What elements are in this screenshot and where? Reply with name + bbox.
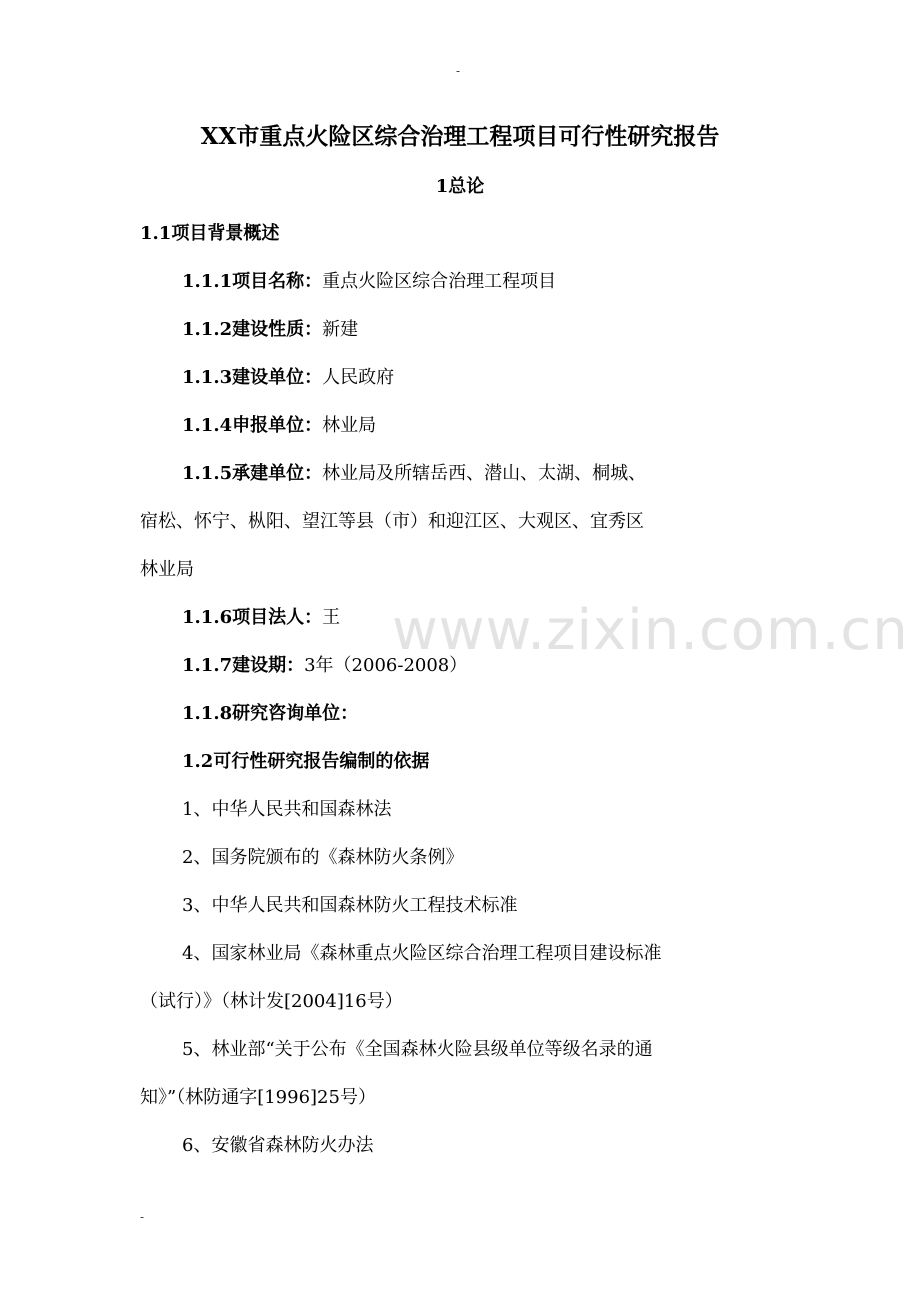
item-label: 1.1.3建设单位： bbox=[182, 367, 323, 388]
footer-mark: - bbox=[140, 1210, 145, 1224]
item-label: 1.1.5承建单位： bbox=[182, 463, 323, 484]
item-value: 王 bbox=[322, 607, 341, 628]
item-label: 1.1.8研究咨询单位： bbox=[182, 703, 359, 724]
item-label: 1.1.1项目名称： bbox=[182, 271, 323, 292]
item-contractor-unit bbox=[182, 462, 646, 486]
basis-item-5-cont: 知》”（林防通字[1996]25号） bbox=[140, 1087, 376, 1108]
item-value: 人民政府 bbox=[322, 367, 395, 388]
item-consulting-unit bbox=[182, 702, 358, 726]
item-value: 林业局 bbox=[322, 415, 377, 436]
watermark: www.zixin.com.cn bbox=[392, 598, 909, 663]
document-title: XX市重点火险区综合治理工程项目可行性研究报告 bbox=[200, 123, 720, 150]
item-legal-person bbox=[182, 606, 340, 630]
basis-item-5: 5、林业部“关于公布《全国森林火险县级单位等级名录的通 bbox=[182, 1039, 653, 1060]
basis-item-2: 2、国务院颁布的《森林防火条例》 bbox=[182, 847, 464, 868]
item-value: 重点火险区综合治理工程项目 bbox=[322, 271, 557, 292]
item-construction-unit bbox=[182, 366, 394, 390]
item-label: 1.1.4申报单位： bbox=[182, 415, 323, 436]
item-label: 1.1.6项目法人： bbox=[182, 607, 323, 628]
item-label: 1.1.7建设期： bbox=[182, 655, 305, 676]
item-value: 林业局及所辖岳西、潜山、太湖、桐城、 bbox=[322, 463, 647, 484]
section-heading-1-1: 1.1项目背景概述 bbox=[140, 223, 280, 244]
basis-item-6: 6、安徽省森林防火办法 bbox=[182, 1135, 374, 1156]
item-value: 3年（2006-2008） bbox=[304, 655, 468, 676]
section-heading-1-2: 1.2可行性研究报告编制的依据 bbox=[182, 751, 430, 772]
item-contractor-unit-cont-1: 宿松、怀宁、枞阳、望江等县（市）和迎江区、大观区、宜秀区 bbox=[140, 511, 644, 532]
item-value: 新建 bbox=[322, 319, 359, 340]
item-project-name bbox=[182, 270, 556, 294]
item-contractor-unit-cont-2: 林业局 bbox=[140, 559, 194, 580]
chapter-heading: 1总论 bbox=[435, 176, 485, 197]
basis-item-4: 4、国家林业局《森林重点火险区综合治理工程项目建设标准 bbox=[182, 943, 662, 964]
item-applicant-unit bbox=[182, 414, 376, 438]
item-label: 1.1.2建设性质： bbox=[182, 319, 323, 340]
item-construction-nature bbox=[182, 318, 358, 342]
basis-item-4-cont: （试行）》（林计发[2004]16号） bbox=[140, 991, 403, 1012]
header-mark: - bbox=[456, 64, 461, 78]
basis-item-1: 1、中华人民共和国森林法 bbox=[182, 799, 392, 820]
basis-item-3: 3、中华人民共和国森林防火工程技术标准 bbox=[182, 895, 518, 916]
item-construction-period bbox=[182, 654, 467, 678]
